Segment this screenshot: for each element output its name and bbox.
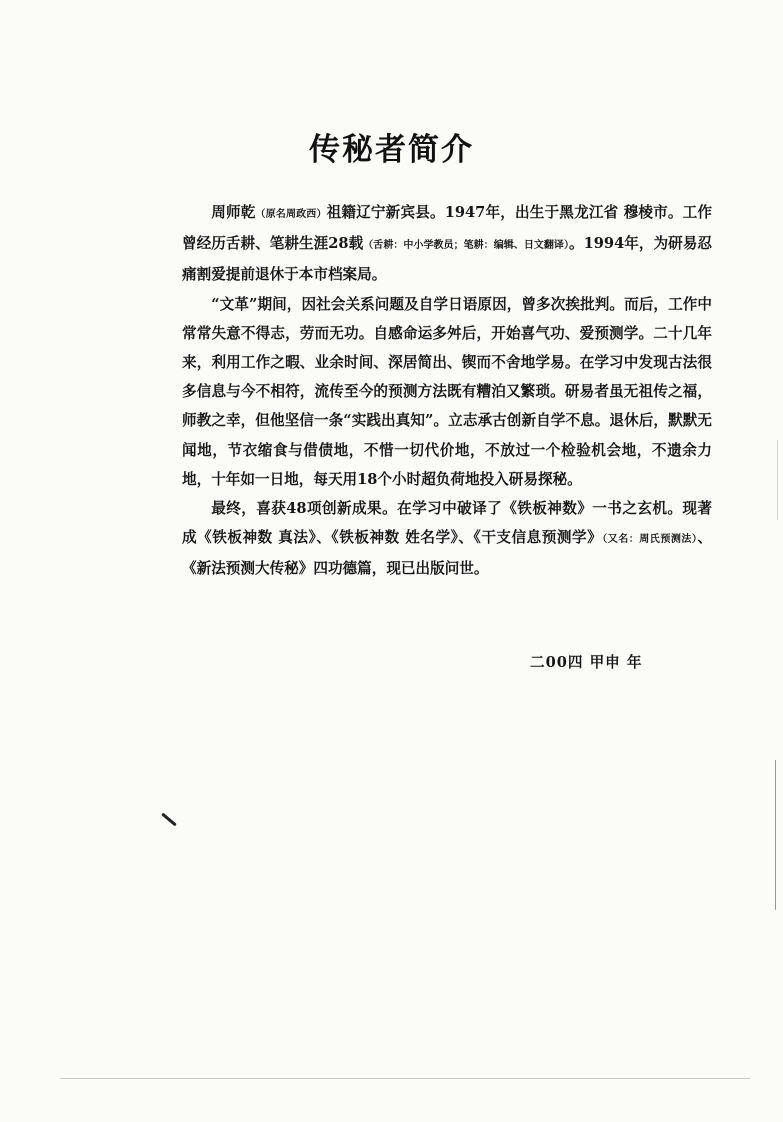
paragraph-2: “文革”期间，因社会关系问题及自学日语原因，曾多次挨批判。而后，工作中常常失意不得志，劳而无功。自感命运多舛后，开始喜气功、爱预测学。二十几年来，利用工作之暇、业余时间、深居简出、锲而不舍地学易。在学习中发现古法很多信息与今不相符，流传至今的预测方法既有糟泊又繁琐。研易者虽无祖传之福，师教之幸，但他坚信一条“实践出真知”。立志承古创新自学不息。退休后，默默无闻地，节衣缩食与借债地，不惜一切代价地，不放过一个检验机会地，不遗余力地，十年如一日地，每天用18个小时超负荷地投入研易探秘。 <box>182 295 712 488</box>
author-former-name-note: （原名周政西） <box>255 209 327 220</box>
paragraph-3-text: 最终，喜获48项创新成果。在学习中破译了《铁板神数》一书之玄机。现著成《铁板神数 真法》、《铁板神数 姓名学》、《干支信息预测学》 <box>182 500 712 547</box>
paragraph-3-end: 、《新法预测大传秘》四功德篇，现已出版问世。 <box>182 529 712 578</box>
author-name: 周师乾 <box>211 204 256 221</box>
paragraph-3 <box>182 494 712 584</box>
page-title: 传秘者简介 <box>309 132 474 168</box>
paragraph-1-text: 祖籍辽宁新宾县。1947年，出生于黑龙江省 穆棱市。工作曾经历舌耕、笔耕生涯28载 <box>182 204 712 253</box>
scan-edge-line <box>775 760 776 910</box>
scan-edge-line-faint <box>777 440 778 520</box>
body-text <box>182 198 712 584</box>
career-note: （舌耕：中小学教员；笔耕：编辑、日文翻译） <box>363 240 569 252</box>
scan-speck <box>161 813 177 827</box>
paragraph-1 <box>182 198 712 290</box>
paragraph-1-end: 。1994年，为研易忍痛割爱提前退休于本市档案局。 <box>182 235 713 284</box>
date-line: 二00四 甲申 年 <box>530 654 643 671</box>
alias-note: （又名：周氏预测法） <box>602 534 698 546</box>
scan-artifact-line <box>60 1078 750 1079</box>
